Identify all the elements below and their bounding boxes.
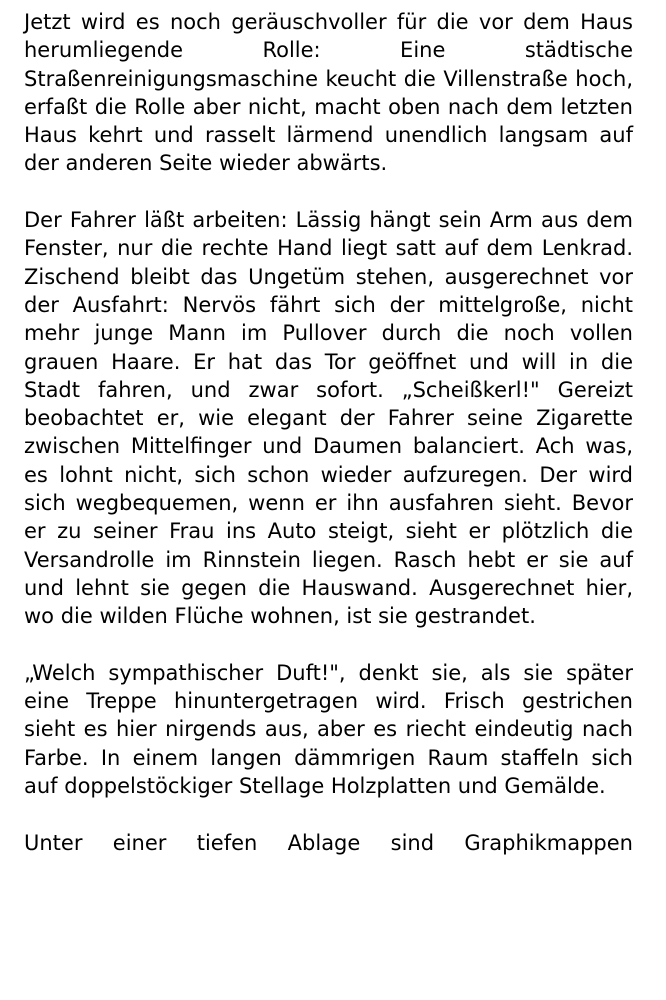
paragraph-portfolios: Unter einer tiefen Ablage sind Graphikmappen [24,830,633,855]
paragraph-street-cleaner: Jetzt wird es noch geräuschvoller für die vor dem Haus herumliegende Rolle: Eine städtische Straßenreinigungsmaschine keucht die Villenstraße hoch, erfaßt die Rolle aber nicht, macht oben nach dem letzten Haus kehrt und rasselt lärmend unendlich langsam auf der anderen Seite wieder abwärts. [24,10,633,176]
paragraph-basement: „Welch sympathischer Duft!", denkt sie, als sie später eine Treppe hinuntergetragen wird. Frisch gestrichen sieht es hier nirgends aus, aber es riecht eindeutig nach Farbe. In einem langen dämmrigen Raum staffeln sich auf doppelstöckiger Stellage Holzplatten und Gemälde. [24,660,633,799]
document-page [24,8,633,857]
paragraph-driver: Der Fahrer läßt arbeiten: Lässig hängt sein Arm aus dem Fenster, nur die rechte Hand liegt satt auf dem Lenkrad. Zischend bleibt das Ungetüm stehen, ausgerechnet vor der Ausfahrt: Nervös fährt sich der mittelgroße, nicht mehr junge Mann im Pullover durch die noch vollen grauen Haare. Er hat das Tor geöffnet und will in die Stadt fahren, und zwar sofort. „Scheißkerl!" Gereizt beobachtet er, wie elegant der Fahrer seine Zigarette zwischen Mittelfinger und Daumen balanciert. Ach was, es lohnt nicht, sich schon wieder aufzuregen. Der wird sich wegbequemen, wenn er ihn ausfahren sieht. Bevor er zu seiner Frau ins Auto steigt, sieht er plötzlich die Versandrolle im Rinnstein liegen. Rasch hebt er sie auf und lehnt sie gegen die Hauswand. Ausgerechnet hier, wo die wilden Flüche wohnen, ist sie gestrandet. [24,208,633,629]
